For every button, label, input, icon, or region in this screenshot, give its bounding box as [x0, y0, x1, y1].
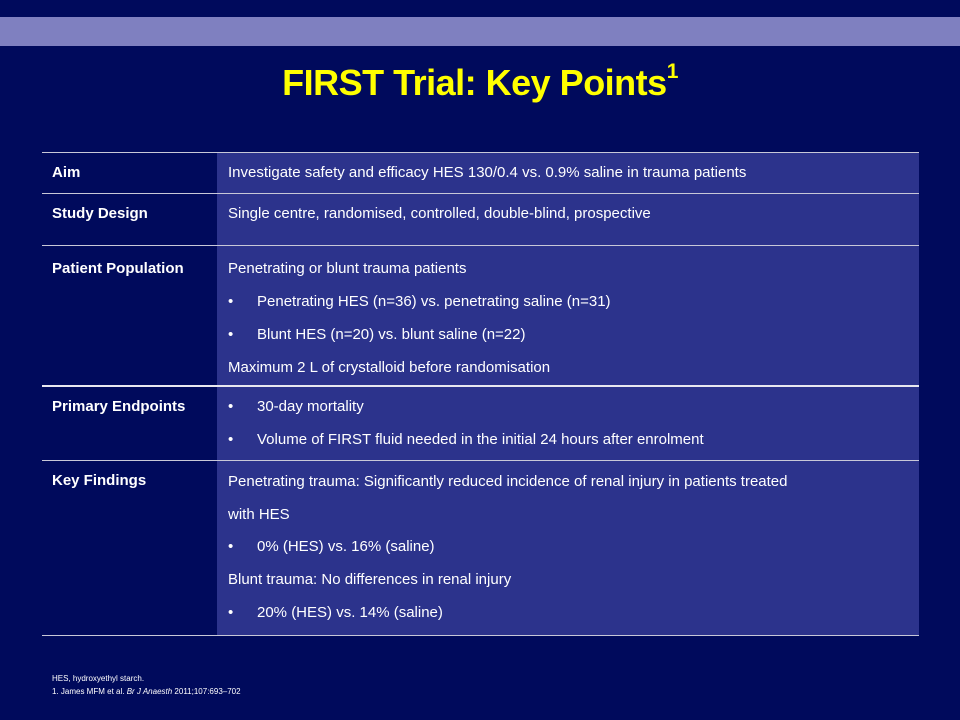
row-content-design — [217, 194, 919, 245]
bullet-dot: • — [228, 604, 234, 621]
row-content-endpoints — [217, 387, 919, 460]
endpoint-bullet-mortality — [228, 390, 919, 423]
aim-text: Investigate safety and efficacy HES 130/0.4 vs. 0.9% saline in trauma patients — [228, 164, 747, 181]
row-label-endpoints: Primary Endpoints — [42, 387, 217, 460]
bullet-dot: • — [228, 398, 234, 415]
reference-journal: Br J Anaesth — [126, 687, 173, 696]
row-content-population — [217, 246, 919, 385]
endpoint-bullet-volume — [228, 423, 919, 456]
population-bullet-text: Penetrating HES (n=36) vs. penetrating saline (n=31) — [257, 293, 611, 310]
row-aim — [42, 153, 919, 194]
row-content-aim — [217, 153, 919, 193]
bullet-dot: • — [228, 326, 234, 343]
findings-bullet-blunt — [228, 596, 919, 629]
row-content-findings — [217, 461, 919, 635]
reference-details: 2011;107:693–702 — [172, 687, 241, 696]
population-intro: Penetrating or blunt trauma patients — [228, 260, 467, 277]
bullet-dot: • — [228, 431, 234, 448]
findings-penetrating-line1: Penetrating trauma: Significantly reduced incidence of renal injury in patients treated — [228, 473, 788, 490]
row-label-design: Study Design — [42, 194, 217, 245]
footnote-reference — [52, 685, 241, 698]
findings-blunt-line: Blunt trauma: No differences in renal injury — [228, 571, 512, 588]
findings-bullet-text: 0% (HES) vs. 16% (saline) — [257, 538, 435, 555]
population-bullet-penetrating — [228, 285, 919, 318]
slide-title-text: FIRST Trial: Key Points — [282, 62, 667, 103]
population-bullet-text: Blunt HES (n=20) vs. blunt saline (n=22) — [257, 326, 526, 343]
key-points-table — [42, 152, 919, 636]
population-bullet-blunt — [228, 318, 919, 351]
footnotes — [52, 672, 241, 698]
findings-bullet-penetrating — [228, 530, 919, 563]
endpoint-bullet-text: 30-day mortality — [257, 398, 364, 415]
design-text: Single centre, randomised, controlled, double-blind, prospective — [228, 205, 651, 222]
footnote-abbreviation: HES, hydroxyethyl starch. — [52, 674, 145, 683]
header-band — [0, 17, 960, 46]
row-label-population: Patient Population — [42, 246, 217, 385]
population-outro: Maximum 2 L of crystalloid before randomisation — [228, 359, 551, 376]
reference-authors: 1. James MFM et al. — [52, 687, 127, 696]
row-design — [42, 194, 919, 246]
bullet-dot: • — [228, 538, 234, 555]
row-population — [42, 246, 919, 387]
title-reference: 1 — [666, 60, 678, 83]
findings-bullet-text: 20% (HES) vs. 14% (saline) — [257, 604, 443, 621]
row-endpoints — [42, 387, 919, 461]
row-label-findings: Key Findings — [42, 461, 217, 635]
row-label-aim: Aim — [42, 153, 217, 193]
slide-title — [0, 62, 960, 104]
findings-penetrating-line2: with HES — [228, 506, 290, 523]
endpoint-bullet-text: Volume of FIRST fluid needed in the initial 24 hours after enrolment — [257, 431, 704, 448]
bullet-dot: • — [228, 293, 234, 310]
row-findings — [42, 461, 919, 636]
